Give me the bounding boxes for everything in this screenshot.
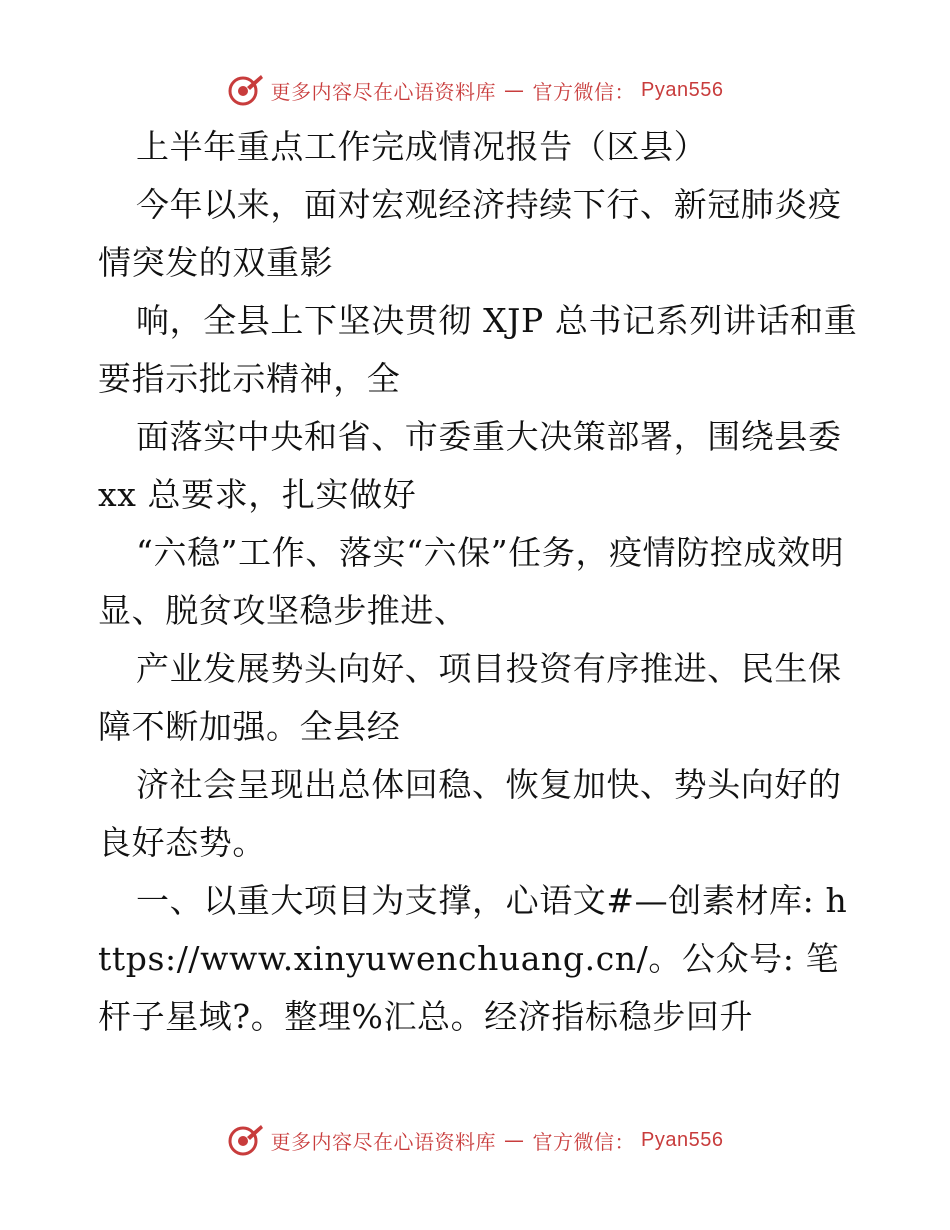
paragraph: 济社会呈现出总体回稳、恢复加快、势头向好的良好态势。 — [98, 765, 842, 862]
pen-logo-icon — [227, 73, 265, 107]
document-title: 上半年重点工作完成情况报告（区县） — [136, 127, 708, 166]
document-body — [98, 118, 858, 1046]
paragraph: 面落实中央和省、市委重大决策部署，围绕县委 xx 总要求，扎实做好 — [98, 417, 842, 514]
banner-site-text: 更多内容尽在心语资料库 — [270, 1129, 497, 1154]
paragraph: 一、以重大项目为支撑，心语文#—创素材库: https://www.xinyuwenchuang.cn/。公众号: 笔杆子星域?。整理%汇总。经济指标稳步回升 — [98, 881, 848, 1036]
banner-separator: — — [504, 78, 525, 102]
footer-watermark-banner — [0, 1120, 950, 1160]
banner-wechat-label: 官方微信： — [532, 79, 636, 104]
banner-separator: — — [504, 1128, 525, 1152]
banner-wechat-id: Pyan556 — [641, 1128, 724, 1151]
paragraph: “六稳”工作、落实“六保”任务，疫情防控成效明显、脱贫攻坚稳步推进、 — [98, 533, 845, 630]
banner-wechat-label: 官方微信： — [532, 1129, 636, 1154]
paragraph: 产业发展势头向好、项目投资有序推进、民生保障不断加强。全县经 — [98, 649, 842, 746]
banner-site-text: 更多内容尽在心语资料库 — [270, 79, 497, 104]
banner-wechat-id: Pyan556 — [641, 78, 724, 101]
paragraph: 今年以来，面对宏观经济持续下行、新冠肺炎疫情突发的双重影 — [98, 185, 842, 282]
pen-logo-icon — [227, 1123, 265, 1157]
header-watermark-banner — [0, 70, 950, 110]
paragraph: 响，全县上下坚决贯彻 XJP 总书记系列讲话和重要指示批示精神，全 — [98, 301, 858, 398]
